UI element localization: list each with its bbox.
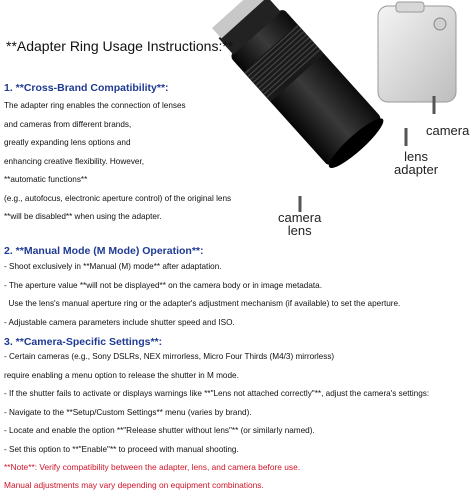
note-block [4,458,300,494]
section1-line: and cameras from different brands, [4,119,132,129]
label-camera-lens-line1: camera [278,210,322,225]
section2-line: Use the lens's manual aperture ring or the adapter's adjustment mechanism (if available) to set the aperture. [4,299,401,308]
zoom-lens [208,0,389,173]
section3-line: - Certain cameras (e.g., Sony DSLRs, NEX mirrorless, Micro Four Thirds (M4/3) mirrorless) [4,352,335,361]
section1-line: **will be disabled** when using the adapter. [4,212,162,221]
section2-line: - Shoot exclusively in **Manual (M) mode** after adaptation. [4,262,222,271]
label-camera-lens-line2: lens [287,223,312,238]
section3-line: require enabling a menu option to release the shutter in M mode. [4,370,239,380]
section2-body [4,258,400,332]
page-title: **Adapter Ring Usage Instructions:** [6,38,234,54]
section1-heading: 1. **Cross-Brand Compatibility**: [4,82,169,94]
section3-line: - Locate and enable the option **"Release shutter without lens"** (or similarly named). [4,426,315,435]
camera-body [378,2,456,102]
section2-line: - Adjustable camera parameters include shutter speed and ISO. [4,317,235,327]
section2-heading: 2. **Manual Mode (M Mode) Operation**: [4,245,204,257]
section1-line: enhancing creative flexibility. However, [4,156,145,166]
section3-heading: 3. **Camera-Specific Settings**: [4,336,163,348]
section3-body [4,348,429,459]
section1-body [4,97,231,227]
note-line2: Manual adjustments may vary depending on equipment combinations. [4,480,264,490]
section3-line: - Navigate to the **Setup/Custom Settings** menu (varies by brand). [4,407,252,417]
section2-line: - The aperture value **will not be displayed** on the camera body or in image metadata. [4,280,322,290]
section1-line: The adapter ring enables the connection of lenses [4,101,186,110]
section1-line: **automatic functions** [4,175,88,184]
label-camera-lens [278,211,321,237]
label-lens-adapter [394,150,438,176]
label-lens-adapter-line1: lens [404,149,428,164]
lens-camera-photo [200,0,472,240]
note-line1: **Note**: Verify compatibility between the adapter, lens, and camera before use. [4,462,301,472]
label-camera: camera [426,123,470,138]
section1-line: greatly expanding lens options and [4,138,131,147]
section3-line: - If the shutter fails to activate or displays warnings like **"Lens not attached correctly"**, adjust the camera's settings: [4,389,430,398]
label-lens-adapter-line2: adapter [394,162,439,177]
section1-line: (e.g., autofocus, electronic aperture control) of the original lens [4,193,232,203]
section3-line: - Set this option to **"Enable"** to proceed with manual shooting. [4,444,239,454]
